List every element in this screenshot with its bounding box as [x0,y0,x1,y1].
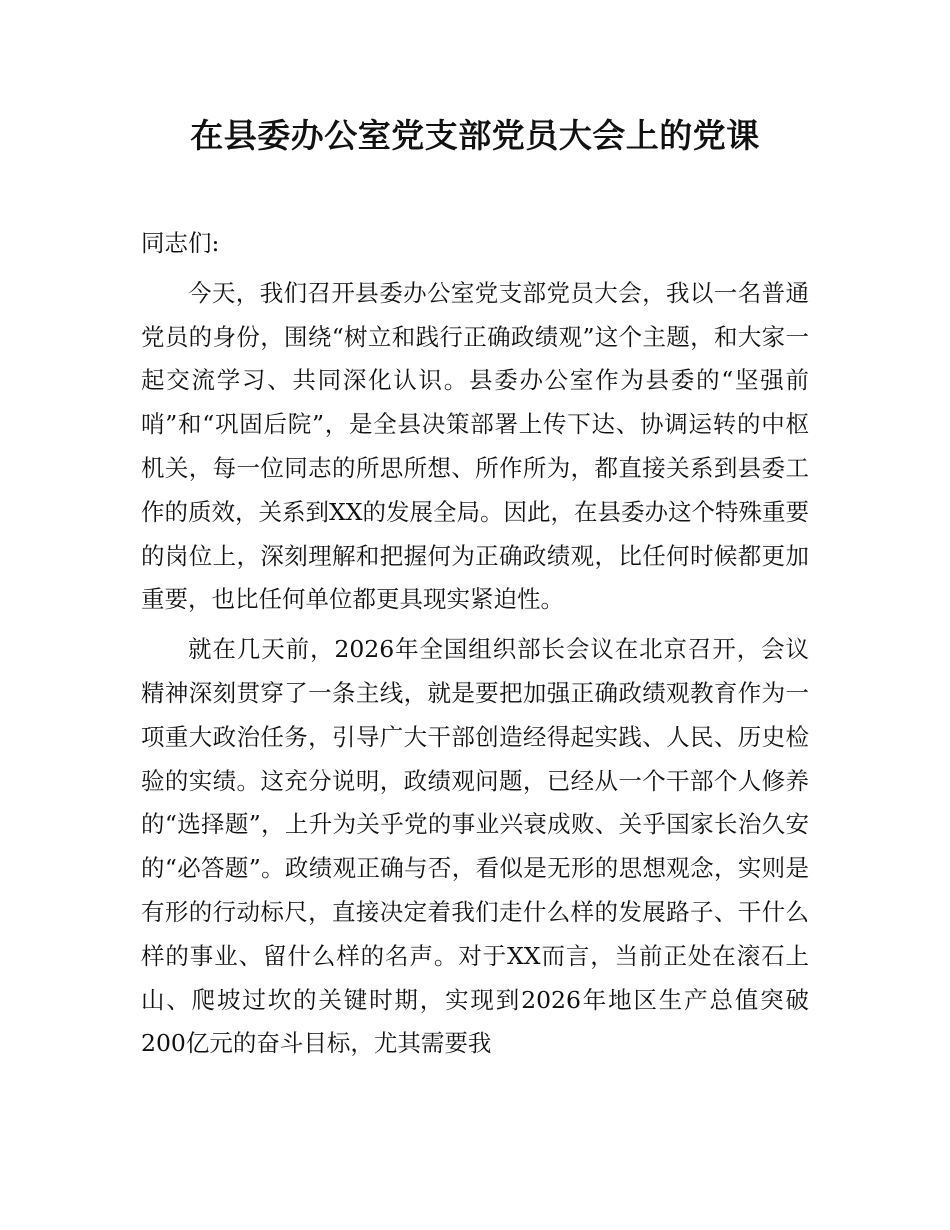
document-title: 在县委办公室党支部党员大会上的党课 [190,116,760,155]
salutation: 同志们: [141,229,220,257]
document-body [141,222,809,1072]
paragraph-2: 就在几天前，2026年全国组织部长会议在北京召开，会议精神深刻贯穿了一条主线，就是要把加强正确政绩观教育作为一项重大政治任务，引导广大干部创造经得起实践、人民、历史检验的实绩。这充分说明，政绩观问题，已经从一个干部个人修养的“选择题”，上升为关乎党的事业兴衰成败、关乎国家长治久安的“必答题”。政绩观正确与否，看似是无形的思想观念，实则是有形的行动标尺，直接决定着我们走什么样的发展路子、干什么样的事业、留什么样的名声。对于XX而言，当前正处在滚石上山、爬坡过坎的关键时期，实现到2026年地区生产总值突破200亿元的奋斗目标，尤其需要我 [141,635,809,1058]
paragraph-1: 今天，我们召开县委办公室党支部党员大会，我以一名普通党员的身份，围绕“树立和践行正确政绩观”这个主题，和大家一起交流学习、共同深化认识。县委办公室作为县委的“坚强前哨”和“巩固后院”，是全县决策部署上传下达、协调运转的中枢机关，每一位同志的所思所想、所作所为，都直接关系到县委工作的质效，关系到XX的发展全局。因此，在县委办这个特殊重要的岗位上，深刻理解和把握何为正确政绩观，比任何时候都更加重要，也比任何单位都更具现实紧迫性。 [141,278,809,614]
